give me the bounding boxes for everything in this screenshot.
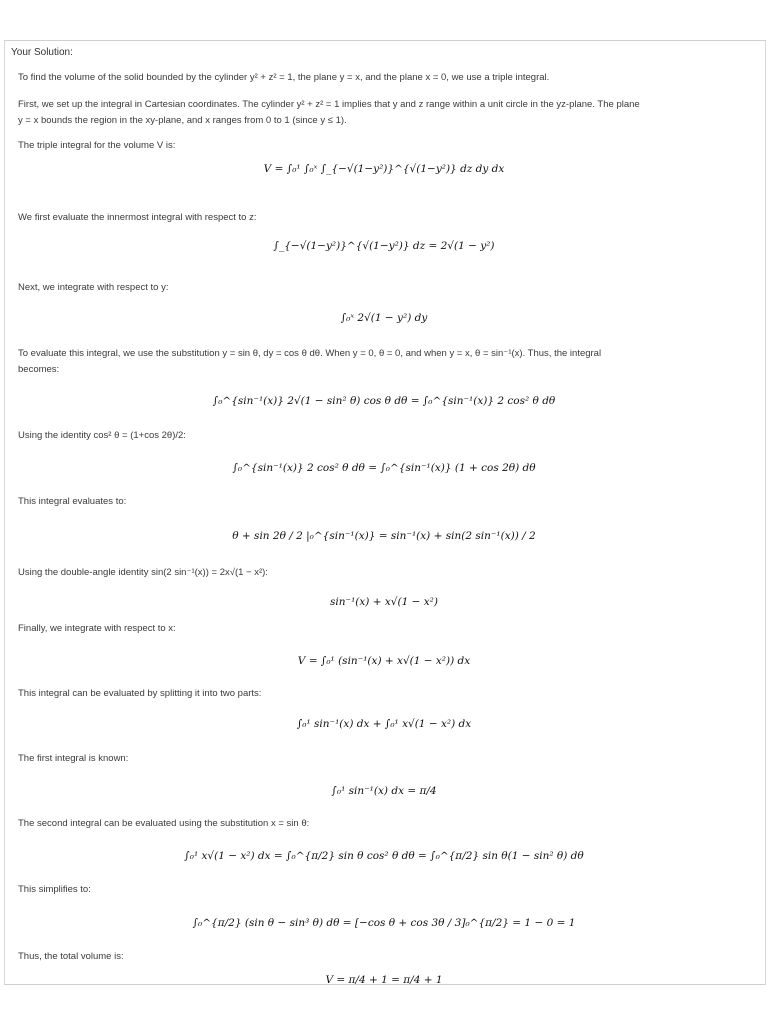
solution-paragraph: The triple integral for the volume V is: bbox=[18, 140, 176, 151]
solution-paragraph: The first integral is known: bbox=[18, 753, 129, 764]
eq-text: ∫₀¹ sin⁻¹(x) dx = π/4 bbox=[331, 785, 437, 797]
solution-paragraph: This integral can be evaluated by splitting it into two parts: bbox=[18, 688, 262, 699]
solution-paragraph: y = x bounds the region in the xy-plane, and x ranges from 0 to 1 (since y ≤ 1). bbox=[18, 115, 347, 126]
solution-paragraph: Finally, we integrate with respect to x: bbox=[18, 623, 176, 634]
solution-paragraph: becomes: bbox=[18, 364, 60, 375]
solution-paragraph: First, we set up the integral in Cartesian coordinates. The cylinder y² + z² = 1 implies that y and z range within a unit circle in the yz-plane. The plane bbox=[18, 99, 640, 110]
solution-paragraph: We first evaluate the innermost integral with respect to z: bbox=[18, 212, 257, 223]
eq-split bbox=[0, 718, 768, 730]
eq-text: ∫₀^{π/2} (sin θ − sin³ θ) dθ = [−cos θ + cos 3θ / 3]₀^{π/2} = 1 − 0 = 1 bbox=[192, 917, 576, 929]
eq-final-integral bbox=[0, 655, 768, 667]
solution-paragraph: Using the identity cos² θ = (1+cos 2θ)/2: bbox=[18, 430, 186, 441]
eq-text: ∫₀^{sin⁻¹(x)} 2√(1 − sin² θ) cos θ dθ = ∫₀^{sin⁻¹(x)} 2 cos² θ dθ bbox=[212, 395, 556, 407]
eq-text: V = ∫₀¹ (sin⁻¹(x) + x√(1 − x²)) dx bbox=[297, 655, 471, 667]
solution-heading: Your Solution: bbox=[11, 47, 73, 58]
eq-text: V = π/4 + 1 = π/4 + 1 bbox=[325, 974, 443, 986]
eq-text: ∫₀ˣ 2√(1 − y²) dy bbox=[340, 312, 428, 324]
eq-text: ∫_{−√(1−y²)}^{√(1−y²)} dz = 2√(1 − y²) bbox=[273, 240, 495, 252]
eq-simplifies bbox=[0, 917, 768, 929]
eq-total-volume bbox=[0, 974, 768, 986]
solution-paragraph: The second integral can be evaluated using the substitution x = sin θ: bbox=[18, 818, 310, 829]
solution-frame bbox=[4, 40, 766, 985]
eq-double-angle bbox=[0, 596, 768, 608]
eq-text: sin⁻¹(x) + x√(1 − x²) bbox=[330, 596, 438, 608]
solution-paragraph: This simplifies to: bbox=[18, 884, 91, 895]
solution-paragraph: Using the double-angle identity sin(2 sin⁻¹(x)) = 2x√(1 − x²): bbox=[18, 567, 268, 578]
eq-inner-integral bbox=[0, 240, 768, 252]
eq-middle-integral bbox=[0, 312, 768, 324]
solution-paragraph: Thus, the total volume is: bbox=[18, 951, 124, 962]
eq-text: ∫₀^{sin⁻¹(x)} 2 cos² θ dθ = ∫₀^{sin⁻¹(x)} (1 + cos 2θ) dθ bbox=[232, 462, 536, 474]
eq-text: ∫₀¹ sin⁻¹(x) dx + ∫₀¹ x√(1 − x²) dx bbox=[296, 718, 472, 730]
eq-identity bbox=[0, 462, 768, 474]
eq-text: V = ∫₀¹ ∫₀ˣ ∫_{−√(1−y²)}^{√(1−y²)} dz dy dx bbox=[263, 163, 505, 175]
eq-text: θ + sin 2θ / 2 |₀^{sin⁻¹(x)} = sin⁻¹(x) + sin(2 sin⁻¹(x)) / 2 bbox=[232, 530, 536, 542]
eq-evaluates bbox=[0, 530, 768, 542]
solution-paragraph: To find the volume of the solid bounded by the cylinder y² + z² = 1, the plane y = x, and the plane x = 0, we use a triple integral. bbox=[18, 72, 550, 83]
eq-triple-integral bbox=[0, 163, 768, 175]
solution-paragraph: Next, we integrate with respect to y: bbox=[18, 282, 169, 293]
eq-first-known bbox=[0, 785, 768, 797]
eq-second-substitution bbox=[0, 850, 768, 862]
eq-text: ∫₀¹ x√(1 − x²) dx = ∫₀^{π/2} sin θ cos² θ dθ = ∫₀^{π/2} sin θ(1 − sin² θ) dθ bbox=[184, 850, 584, 862]
eq-substitution bbox=[0, 395, 768, 407]
solution-paragraph: This integral evaluates to: bbox=[18, 496, 127, 507]
solution-paragraph: To evaluate this integral, we use the substitution y = sin θ, dy = cos θ dθ. When y = 0, θ = 0, and when y = x, θ = sin⁻¹(x). Thus, the integral bbox=[18, 348, 602, 359]
